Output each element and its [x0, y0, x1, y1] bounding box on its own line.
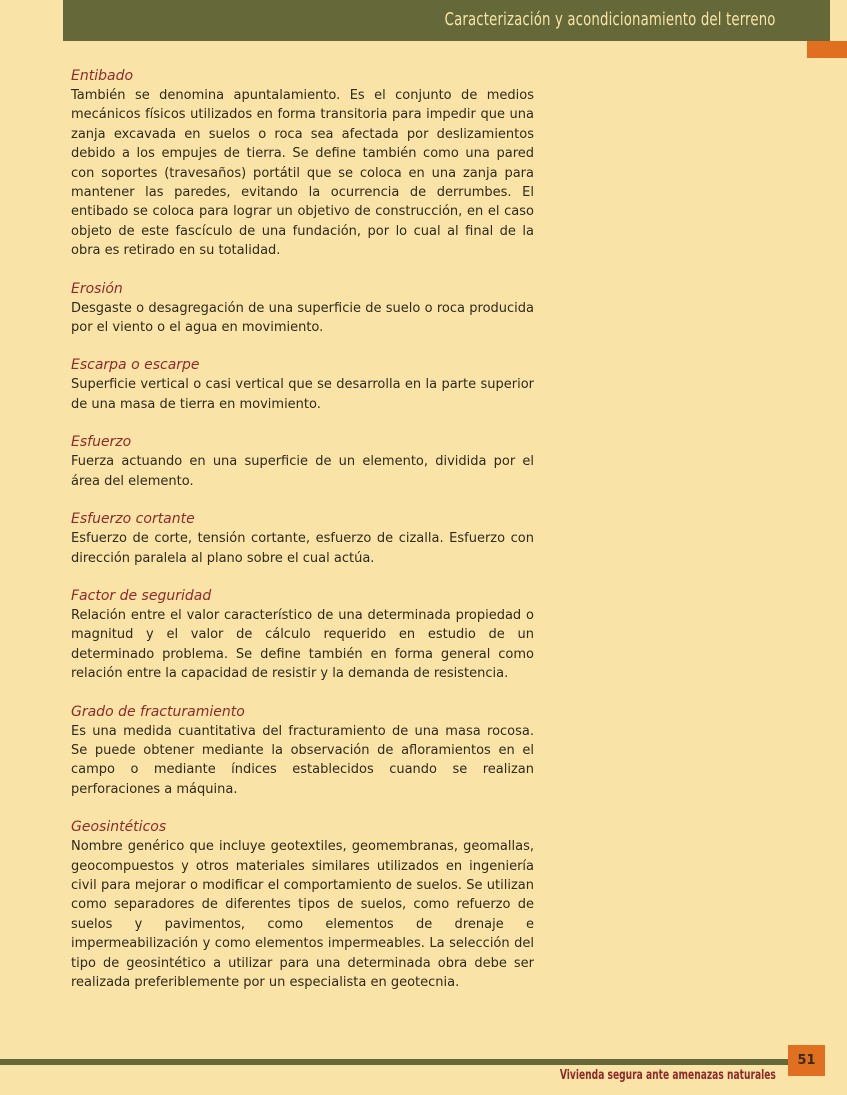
footer-bar [0, 1059, 790, 1065]
glossary-term: Escarpa o escarpe [71, 357, 200, 374]
glossary-entry [71, 817, 534, 992]
glossary-entry [71, 509, 534, 568]
glossary-definition: Desgaste o desagregación de una superficie de suelo o roca producida por el viento o el agua en movimiento. [71, 300, 534, 336]
glossary-definition: Esfuerzo de corte, tensión cortante, esfuerzo de cizalla. Esfuerzo con dirección paralela al plano sobre el cual actúa. [71, 531, 534, 566]
glossary-term: Erosión [71, 280, 123, 297]
glossary-definition: Relación entre el valor característico de una determinada propiedad o magnitud y el valor de cálculo requerido en estudio de un determinado problema. Se define también en forma general como relación entre la capacidad de resistir y la demanda de resistencia. [71, 607, 534, 682]
glossary-term: Entibado [71, 68, 134, 84]
glossary-term: Esfuerzo cortante [71, 511, 195, 528]
publication-title: Vivienda segura ante amenazas naturales [560, 1068, 776, 1083]
glossary-definition: Fuerza actuando en una superficie de un elemento, dividida por el área del elemento. [71, 454, 534, 489]
glossary-term: Esfuerzo [71, 434, 132, 451]
glossary-entry [71, 702, 534, 800]
page-number-badge: 51 [788, 1045, 825, 1076]
running-header-title: Caracterización y acondicionamiento del terreno [445, 9, 776, 30]
glossary-entry [71, 432, 534, 491]
glossary-entry [71, 355, 534, 414]
glossary-definition: Nombre genérico que incluye geotextiles, geomembranas, geomallas, geocompuestos y otros materiales similares utilizados en ingeniería civil para mejorar o modificar el comportamiento de suelos. Se utilizan como separadores de diferentes tipos de suelos, como refuerzo de suelos y pavimentos, como elementos de drenaje e impermeabilización y como elementos impermeables. La selección del tipo de geosintético a utilizar para una determinada obra debe ser realizada preferiblemente por un especialista en geotecnia. [71, 839, 534, 990]
glossary-entry [71, 279, 534, 338]
glossary-term: Grado de fracturamiento [71, 703, 245, 720]
glossary-content [71, 66, 534, 1010]
glossary-entry [71, 66, 534, 261]
glossary-definition: Superficie vertical o casi vertical que se desarrolla en la parte superior de una masa de tierra en movimiento. [71, 377, 534, 412]
header-bar [63, 0, 830, 41]
glossary-definition: También se denomina apuntalamiento. Es el conjunto de medios mecánicos físicos utilizados en forma transitoria para impedir que una zanja excavada en suelos o roca sea afectada por deslizamientos debido a los empujes de tierra. Se define también como una pared con soportes (travesaños) portátil que se coloca en una zanja para mantener las paredes, evitando la ocurrencia de derrumbes. El entibado se coloca para lograr un objetivo de construcción, en el caso objeto de este fascículo de una fundación, por lo cual al final de la obra es retirado en su totalidad. [71, 88, 534, 259]
glossary-definition: Es una medida cuantitativa del fracturamiento de una masa rocosa. Se puede obtener mediante la observación de afloramientos en el campo o mediante índices establecidos cuando se realizan perforaciones a máquina. [71, 723, 534, 797]
glossary-entry [71, 586, 534, 684]
glossary-term: Geosintéticos [71, 819, 167, 836]
header-accent-block [807, 41, 847, 58]
glossary-term: Factor de seguridad [71, 587, 212, 604]
